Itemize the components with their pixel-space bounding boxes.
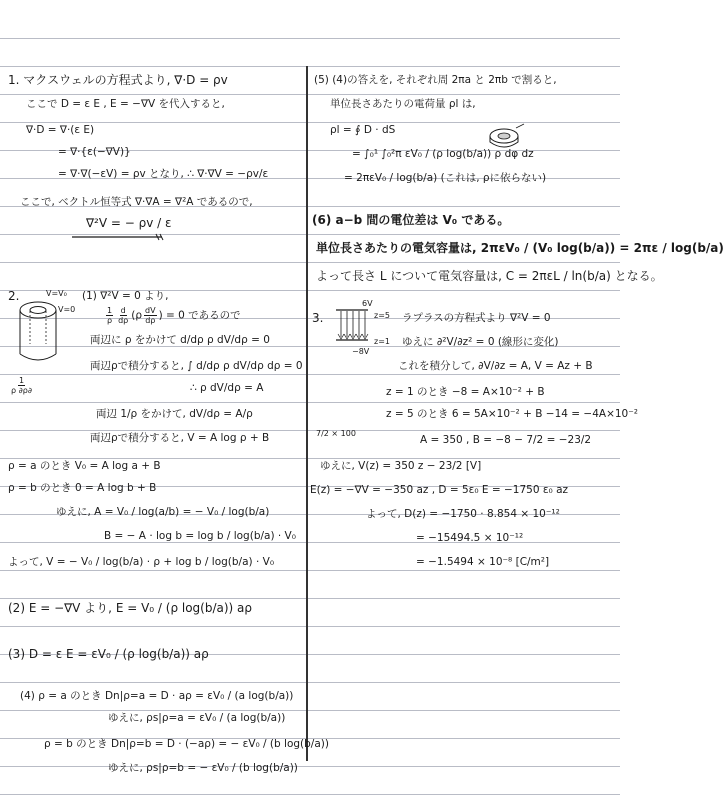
p2-solB: B = − A · log b = log b / log(b/a) · V₀: [104, 530, 296, 542]
ruled-line: [0, 710, 620, 711]
p1-result-underline: [70, 233, 166, 241]
p1-line5: = ∇·∇(−εV) = ρv となり, ∴ ∇·∇V = −ρv/ε: [58, 168, 269, 180]
ruled-line: [0, 122, 620, 123]
p2-q4b: ゆえに, ρs|ρ=a = εV₀ / (a log(b/a)): [108, 712, 286, 724]
eq-text: ) = 0 であるので: [158, 309, 241, 322]
frac-den: ρ ∂ρ∂: [11, 386, 32, 395]
frac-den: dρ: [145, 316, 156, 325]
p3-line3: これを積分して, ∂V/∂z = A, V = Az + B: [398, 360, 593, 372]
p3-line1: ラプラスの方程式より ∇²V = 0: [402, 312, 551, 324]
p1-line6: ここで, ベクトル恒等式 ∇·∇A = ∇²A であるので,: [20, 196, 253, 208]
frac-num: 1: [107, 306, 113, 315]
p2-bc1: ρ = a のとき V₀ = A log a + B: [8, 460, 161, 472]
coaxial-cylinder-figure: [14, 294, 62, 366]
ruled-line: [0, 542, 620, 543]
p3-label: 3.: [312, 311, 324, 325]
p1-line3: ∇·D = ∇·(ε E): [26, 124, 95, 136]
p6-line3: よって長さ L について電気容量は, C = 2πεL / ln(b/a) となる。: [316, 269, 663, 283]
ruled-line: [0, 626, 620, 627]
p3-line11: = −1.5494 × 10⁻⁸ [C/m²]: [416, 556, 550, 568]
p2-eq1: [104, 306, 241, 325]
ruled-line: [0, 570, 620, 571]
p5-line4: = ∫₀¹ ∫₀²π εV₀ / (ρ log(b/a)) ρ dφ dz: [352, 148, 534, 160]
fig-label-v-zero: V=0: [58, 305, 76, 314]
ruled-line: [0, 598, 620, 599]
p3-line7: ゆえに, V(z) = 350 z − 23/2 [V]: [320, 460, 482, 472]
p6-line1: (6) a−b 間の電位差は V₀ である。: [312, 213, 510, 227]
plate-field-figure: [334, 306, 374, 346]
ruled-line: [0, 66, 620, 67]
p3-line2: ゆえに ∂²V/∂z² = 0 (線形に変化): [402, 336, 559, 348]
p2-line-const: ∴ ρ dV/dρ = A: [190, 382, 264, 394]
p2-q3: (3) D = ε E = εV₀ / (ρ log(b/a)) aρ: [8, 647, 209, 661]
p1-result: ∇²V = − ρv / ε: [86, 216, 172, 230]
p2-label: 2.: [8, 289, 20, 303]
ruled-line: [0, 262, 620, 263]
frac-num: 1: [18, 376, 25, 385]
fig-label-z1: z=1: [374, 337, 390, 346]
p1-line4: = ∇·{ε(−∇V)}: [58, 146, 131, 158]
p5-line2: 単位長さあたりの電荷量 ρl は,: [330, 98, 476, 110]
frac-num: d: [120, 306, 126, 315]
p3-line5: z = 5 のとき 6 = 5A×10⁻² + B −14 = −4A×10⁻²: [386, 408, 638, 420]
p2-solV: よって, V = − V₀ / log(b/a) · ρ + log b / log(b/a) · V₀: [8, 556, 275, 568]
p2-step1: (1) ∇²V = 0 より,: [82, 290, 169, 302]
p2-q4a: (4) ρ = a のとき Dn|ρ=a = D · aρ = εV₀ / (a log(b/a)): [20, 690, 294, 702]
p3-line10: = −15494.5 × 10⁻¹²: [416, 532, 524, 544]
p1-line2: ここで D = ε E , E = −∇V を代入すると,: [26, 98, 225, 110]
column-divider: [306, 66, 308, 761]
eq-text: (ρ: [131, 309, 143, 322]
p2-solA: ゆえに, A = V₀ / log(a/b) = − V₀ / log(b/a): [56, 506, 270, 518]
p2-q4c: ρ = b のとき Dn|ρ=b = D · (−aρ) = − εV₀ / (b log(b/a)): [44, 738, 329, 750]
p3-line9: よって, D(z) = −1750 · 8.854 × 10⁻¹²: [366, 508, 560, 520]
p5-line3: ρl = ∮ D · dS: [330, 124, 396, 136]
ruled-line: [0, 794, 620, 795]
frac-den: ρ: [107, 316, 113, 325]
p2-line-int: 両辺ρで積分すると, ∫ d/dρ ρ dV/dρ dρ = 0: [90, 360, 303, 372]
ruled-line: [0, 458, 620, 459]
p2-bc2: ρ = b のとき 0 = A log b + B: [8, 482, 157, 494]
ruled-line: [0, 766, 620, 767]
ruled-line: [0, 430, 620, 431]
ruled-line: [0, 402, 620, 403]
frac-num: dV: [145, 306, 156, 315]
side-note: [8, 376, 35, 395]
p2-line-int2: 両辺ρで積分すると, V = A log ρ + B: [90, 432, 270, 444]
p3-side-note: 7/2 × 100: [316, 429, 356, 438]
fig-label-v0: V=V₀: [46, 289, 67, 298]
p5-line5: = 2πεV₀ / log(b/a) (これは, ρに依らない): [344, 172, 547, 184]
p2-q4d: ゆえに, ρs|ρ=b = − εV₀ / (b log(b/a)): [108, 762, 298, 774]
p3-line4: z = 1 のとき −8 = A×10⁻² + B: [386, 386, 545, 398]
fig-label-minus8v: −8V: [352, 347, 370, 356]
p3-line6: A = 350 , B = −8 − 7/2 = −23/2: [420, 434, 592, 446]
ruled-line: [0, 94, 620, 95]
p2-line-mult: 両辺に ρ をかけて d/dρ ρ dV/dρ = 0: [90, 334, 270, 346]
p2-line-div: 両辺 1/ρ をかけて, dV/dρ = A/ρ: [96, 408, 253, 420]
p6-line2: 単位長さあたりの電気容量は, 2πεV₀ / (V₀ log(b/a)) = 2πε / log(b/a): [316, 241, 724, 255]
ruled-line: [0, 682, 620, 683]
p2-q2: (2) E = −∇V より, E = V₀ / (ρ log(b/a)) aρ: [8, 601, 253, 615]
ruled-line: [0, 38, 620, 39]
ruled-line: [0, 374, 620, 375]
fig-label-6v: 6V: [362, 299, 373, 308]
p3-line8: E(z) = −∇V = −350 az , D = 5ε₀ E = −1750 ε₀ az: [310, 484, 569, 496]
fig-label-z5: z=5: [374, 311, 390, 320]
p5-line1: (5) (4)の答えを, それぞれ周 2πa と 2πb で割ると,: [314, 74, 557, 86]
frac-den: dρ: [118, 316, 129, 325]
p1-title: 1. マクスウェルの方程式より, ∇·D = ρv: [8, 73, 228, 87]
